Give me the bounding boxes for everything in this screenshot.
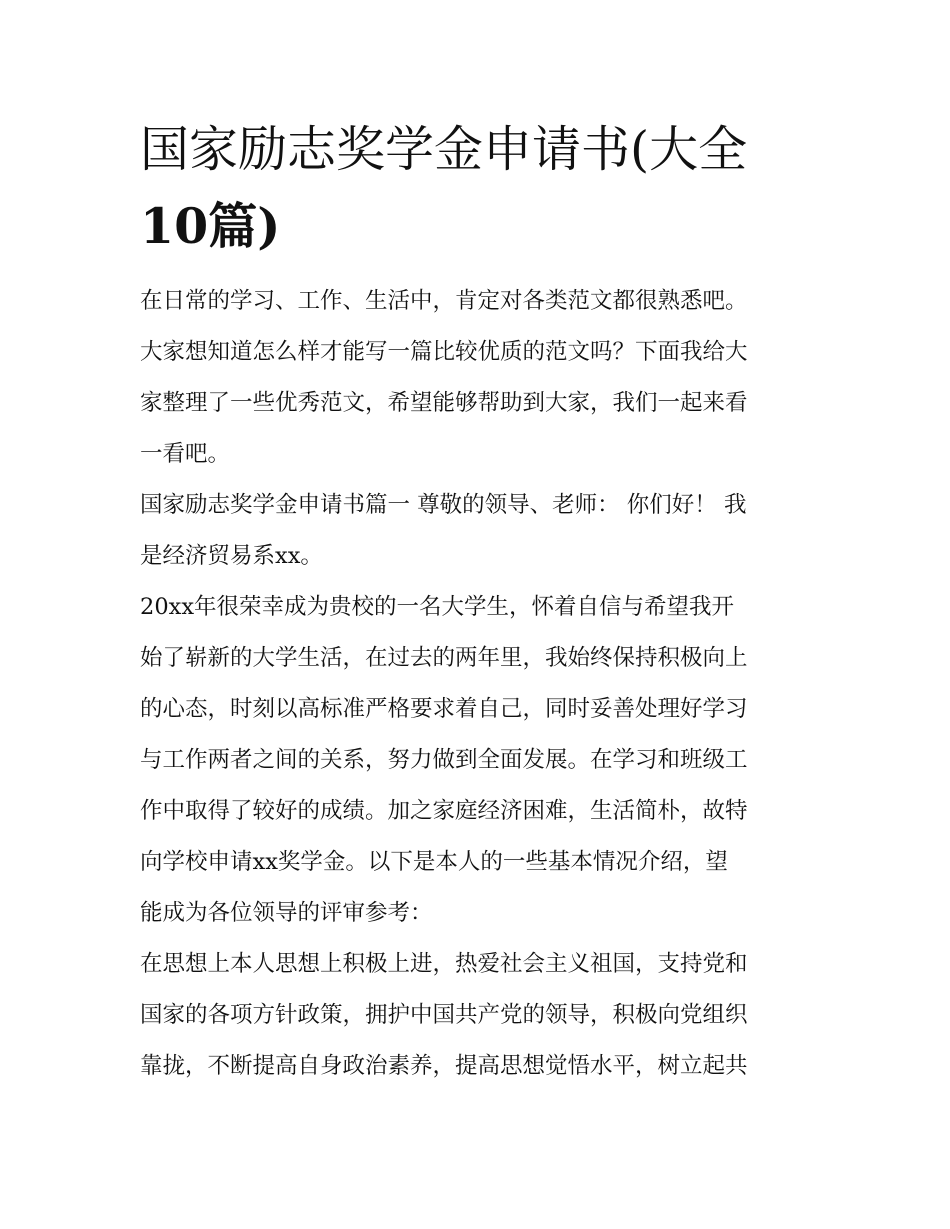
document-title [140, 112, 816, 264]
text-line: 家整理了一些优秀范文，希望能够帮助到大家，我们一起来看 [140, 390, 748, 416]
paragraph-ideology [140, 939, 816, 1092]
text-line: 国家的各项方针政策，拥护中国共产党的领导，积极向党组织 [140, 1002, 748, 1028]
text-line: 靠拢，不断提高自身政治素养，提高思想觉悟水平，树立起共 [140, 1053, 748, 1079]
document-body [140, 276, 816, 1092]
text-line: 与工作两者之间的关系，努力做到全面发展。在学习和班级工 [140, 747, 748, 773]
title-line: 10篇) [140, 197, 281, 255]
text-line: 一看吧。 [140, 441, 231, 467]
text-line: 在日常的学习、工作、生活中，肯定对各类范文都很熟悉吧。 [140, 288, 748, 314]
text-line: 20xx年很荣幸成为贵校的一名大学生，怀着自信与希望我开 [140, 594, 735, 620]
text-line: 能成为各位领导的评审参考： [140, 900, 433, 926]
text-line: 大家想知道怎么样才能写一篇比较优质的范文吗？下面我给大 [140, 339, 748, 365]
text-line: 国家励志奖学金申请书篇一 尊敬的领导、老师： 你们好！ 我 [140, 492, 747, 518]
paragraph-background [140, 582, 816, 939]
text-line: 在思想上本人思想上积极上进，热爱社会主义祖国，支持党和 [140, 951, 748, 977]
document-content [140, 112, 816, 1092]
text-line: 是经济贸易系xx。 [140, 543, 323, 569]
paragraph-intro [140, 276, 816, 480]
text-line: 的心态，时刻以高标准严格要求着自己，同时妥善处理好学习 [140, 696, 748, 722]
text-line: 始了崭新的大学生活，在过去的两年里，我始终保持积极向上 [140, 645, 748, 671]
title-line: 国家励志奖学金申请书(大全 [140, 121, 748, 178]
paragraph-salutation [140, 480, 816, 582]
text-line: 作中取得了较好的成绩。加之家庭经济困难，生活简朴，故特 [140, 798, 748, 824]
text-line: 向学校申请xx奖学金。以下是本人的一些基本情况介绍，望 [140, 849, 728, 875]
